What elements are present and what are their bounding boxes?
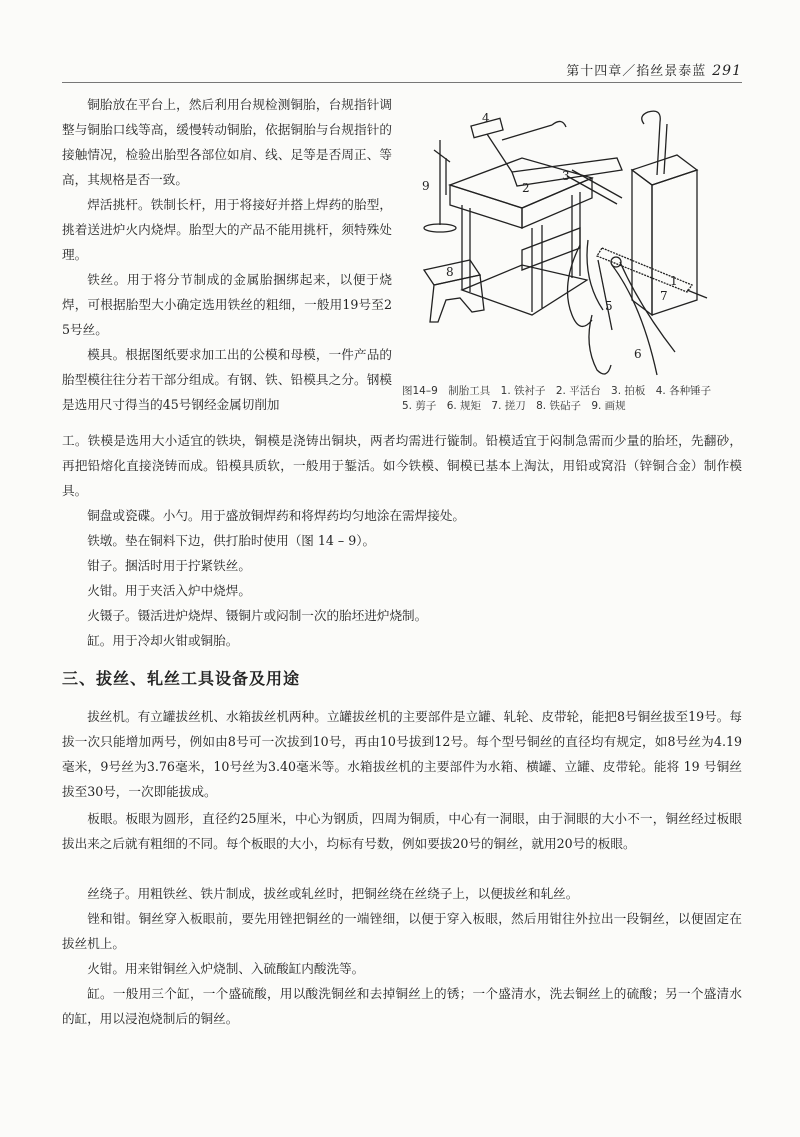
- caption-item: 8. 铁砧子: [536, 400, 581, 412]
- caption-item: 4. 各种锤子: [655, 385, 712, 397]
- section-heading: 三、拔丝、轧丝工具设备及用途: [62, 669, 301, 688]
- caption-item: 7. 搓刀: [491, 400, 526, 412]
- figure-label-3: 3: [562, 169, 570, 183]
- section-paragraph-4: 锉和钳。铜丝穿入板眼前，要先用锉把铜丝的一端锉细，以便于穿入板眼，然后用钳往外拉出一段铜丝，以便固定在拔丝机上。: [62, 911, 742, 951]
- running-header: [62, 60, 742, 83]
- figure-label-4: 4: [482, 111, 490, 125]
- caption-title: 图14–9 制胎工具: [402, 385, 491, 397]
- section-paragraph-6: 缸。一般用三个缸，一个盛硫酸，用以酸洗铜丝和去掉铜丝上的锈；一个盛清水，洗去铜丝上的硫酸；另一个盛清水的缸，用以浸泡烧制后的铜丝。: [62, 986, 742, 1026]
- figure-label-5: 5: [605, 299, 613, 313]
- caption-item: 5. 剪子: [402, 400, 437, 412]
- figure-label-1: 1: [670, 274, 678, 288]
- figure-tools-illustration: [402, 100, 742, 380]
- caption-item: 1. 铁衬子: [500, 385, 546, 397]
- paragraph-10: 火镊子。镊活进炉烧焊、镊铜片或闷制一次的胎坯进炉烧制。: [87, 608, 428, 623]
- caption-item: 6. 规矩: [446, 400, 482, 412]
- caption-item: 2. 平活台: [555, 385, 601, 397]
- paragraph-7: 铁墩。垫在铜料下边，供打胎时使用（图 14 – 9）。: [87, 533, 376, 548]
- paragraph-3: 铁丝。用于将分节制成的金属胎捆绑起来，以便于烧焊，可根据胎型大小确定选用铁丝的粗细，一般用19号至25号丝。: [62, 272, 392, 337]
- figure-item-hammers: [471, 118, 566, 172]
- section-paragraph-2: 板眼。板眼为圆形，直径约25厘米，中心为钢质，四周为铜质，中心有一洞眼，由于洞眼的大小不一，铜丝经过板眼拔出来之后就有粗细的不同。每个板眼的大小，均标有号数，例如要拔20号的铜丝，就用20号的板眼。: [62, 811, 742, 851]
- section-paragraph-5: 火钳。用来钳铜丝入炉烧制、入硫酸缸内酸洗等。: [87, 961, 365, 976]
- caption-item: 9. 画规: [591, 400, 626, 412]
- figure-caption: [402, 384, 747, 414]
- chapter-title: 第十四章／掐丝景泰蓝: [566, 64, 707, 79]
- figure-label-8: 8: [446, 265, 454, 279]
- caption-item: 3. 拍板: [611, 385, 646, 397]
- page-number: 291: [712, 63, 742, 79]
- figure-label-2: 2: [522, 181, 530, 195]
- figure-label-7: 7: [660, 289, 668, 303]
- figure-item-platform: [450, 158, 592, 315]
- paragraph-2: 焊活挑杆。铁制长杆，用于将接好并搭上焊药的胎型，挑着送进炉火内烧焊。胎型大的产品不能用挑杆，须特殊处理。: [62, 197, 392, 262]
- paragraph-9: 火钳。用于夹活入炉中烧焊。: [87, 583, 251, 598]
- paragraph-1: 铜胎放在平台上，然后利用台规检测铜胎，台规指针调整与铜胎口线等高，缓慢转动铜胎，依据铜胎与台规指针的接触情况，检验出胎型各部位如肩、线、足等是否周正、等高，其规格是否一致。: [62, 97, 392, 187]
- figure-label-6: 6: [634, 347, 642, 361]
- section-paragraph-1: 拔丝机。有立罐拔丝机、水箱拔丝机两种。立罐拔丝机的主要部件是立罐、轧轮、皮带轮，能把8号铜丝拔至19号。每拔一次只能增加两号，例如由8号可一次拔到10号，再由10号拔到12号。每个型号铜丝的直径均有规定，如8号丝为4.19毫米，9号丝为3.76毫米，10号丝为3.40毫米等。水箱拔丝机的主要部件为水箱、横罐、立罐、皮带轮。能将 19 号铜丝拔至30号，一次即能拔成。: [62, 709, 742, 799]
- figure-label-9: 9: [422, 179, 430, 193]
- paragraph-11: 缸。用于冷却火钳或铜胎。: [87, 633, 239, 648]
- paragraph-8: 钳子。捆活时用于拧紧铁丝。: [87, 558, 251, 573]
- paragraph-5: 工。铁模是选用大小适宜的铁块，铜模是浇铸出铜块，两者均需进行镟制。铅模适宜于闷制急需而少量的胎坯，先翻砂，再把铅熔化直接浇铸而成。铅模具质软，一般用于錾活。如今铁模、铜模已基本上淘汰，用铅或窝沿（锌铜合金）制作模具。: [62, 433, 742, 498]
- paragraph-4: 模具。根据图纸要求加工出的公模和母模，一件产品的胎型模往往分若干部分组成。有钢、铁、铅模具之分。钢模是选用尺寸得当的45号钢经金属切削加: [62, 347, 392, 412]
- figure-item-iron-block: [632, 111, 697, 315]
- section-paragraph-3: 丝绕子。用粗铁丝、铁片制成，拔丝或轧丝时，把铜丝绕在丝绕子上，以便拔丝和轧丝。: [87, 886, 579, 901]
- header-text: [566, 60, 742, 79]
- figure-item-anvil: [424, 260, 484, 322]
- paragraph-6: 铜盘或瓷碟。小勺。用于盛放铜焊药和将焊药均匀地涂在需焊接处。: [87, 508, 465, 523]
